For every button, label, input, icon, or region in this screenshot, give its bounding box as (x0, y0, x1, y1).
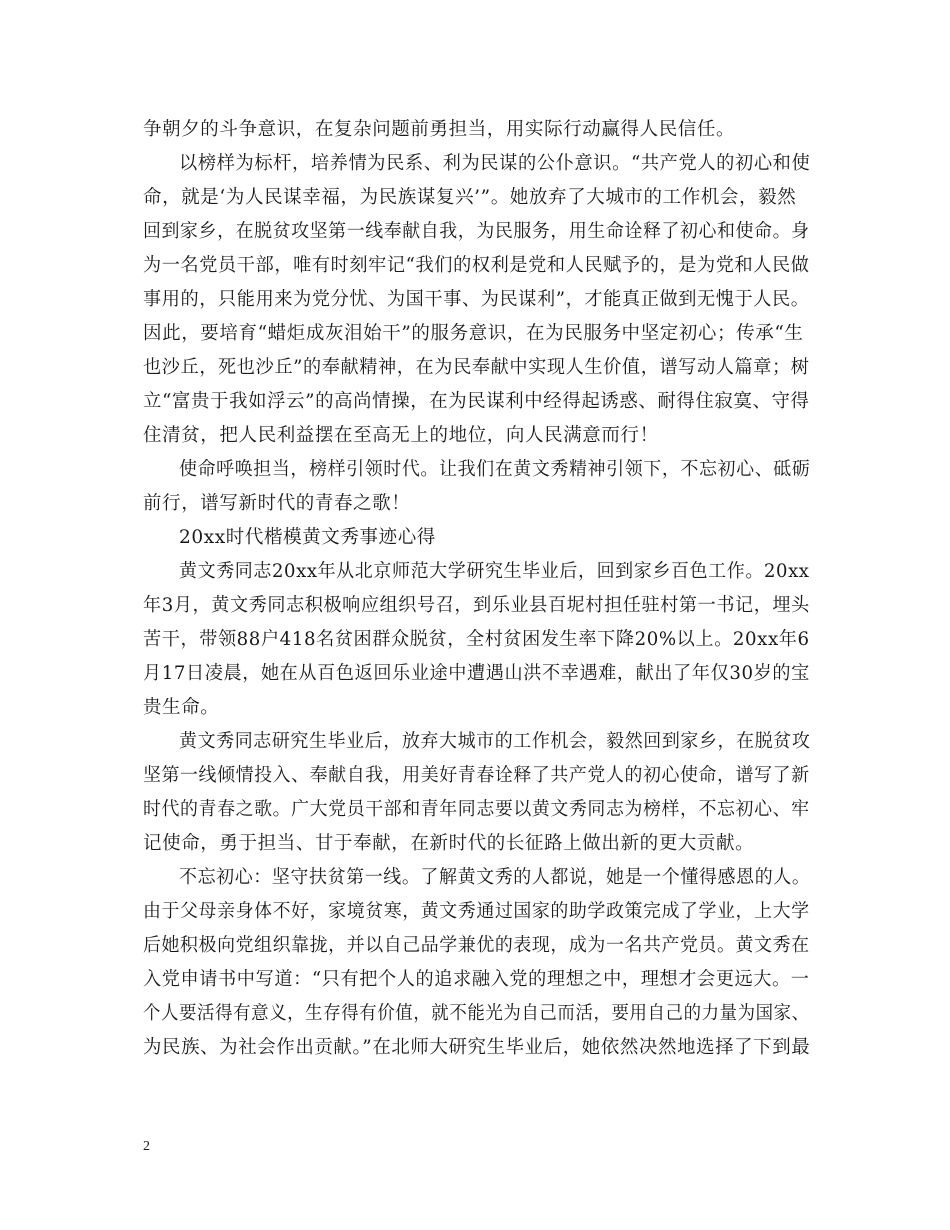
text-line: 以榜样为标杆，培养情为民系、利为民谋的公仆意识。“共产党人的初心和使 (179, 153, 811, 174)
text-line: 入党申请书中写道：“只有把个人的追求融入党的理想之中，理想才会更远大。一 (143, 969, 810, 990)
text-line: 年3月，黄文秀同志积极响应组织号召，到乐业县百坭村担任驻村第一书记，埋头 (143, 595, 810, 616)
text-line: 苦干，带领88户418名贫困群众脱贫，全村贫困发生率下降20%以上。20xx年6 (143, 629, 810, 650)
text-line: 黄文秀同志研究生毕业后，放弃大城市的工作机会，毅然回到家乡，在脱贫攻 (179, 731, 811, 752)
text-line: 贵生命。 (143, 697, 220, 718)
text-line: 记使命，勇于担当、甘于奉献，在新时代的长征路上做出新的更大贡献。 (143, 833, 755, 854)
page-number: 2 (143, 1139, 150, 1154)
text-line: 黄文秀同志20xx年从北京师范大学研究生毕业后，回到家乡百色工作。20xx (179, 561, 810, 582)
text-line: 命，就是‘为人民谋幸福，为民族谋复兴’”。她放弃了大城市的工作机会，毅然 (143, 187, 797, 208)
text-line: 住清贫，把人民利益摆在至高无上的地位，向人民满意而行！ (143, 425, 659, 446)
text-line: 因此，要培育“蜡炬成灰泪始干”的服务意识，在为民服务中坚定初心；传承“生 (143, 323, 804, 344)
text-line: 个人要活得有意义，生存得有价值，就不能光为自己而活，要用自己的力量为国家、 (143, 1003, 810, 1024)
text-line: 立“富贵于我如浮云”的高尚情操，在为民谋利中经得起诱惑、耐得住寂寞、守得 (143, 391, 810, 412)
text-line: 也沙丘，死也沙丘”的奉献精神，在为民奉献中实现人生价值，谱写动人篇章；树 (143, 357, 810, 378)
text-line: 为民族、为社会作出贡献。”在北师大研究生毕业后，她依然决然地选择了下到最 (143, 1037, 811, 1058)
text-line: 后她积极向党组织靠拢，并以自己品学兼优的表现，成为一名共产党员。黄文秀在 (143, 935, 810, 956)
text-line: 前行，谱写新时代的青春之歌！ (143, 493, 411, 514)
text-line: 不忘初心：坚守扶贫第一线。了解黄文秀的人都说，她是一个懂得感恩的人。 (179, 867, 811, 888)
text-line: 使命呼唤担当，榜样引领时代。让我们在黄文秀精神引领下，不忘初心、砥砺 (179, 459, 811, 480)
text-line: 事用的，只能用来为党分忧、为国干事、为民谋利”，才能真正做到无愧于人民。 (143, 289, 810, 310)
text-line: 时代的青春之歌。广大党员干部和青年同志要以黄文秀同志为榜样，不忘初心、牢 (143, 799, 810, 820)
text-line: 回到家乡，在脱贫攻坚第一线奉献自我，为民服务，用生命诠释了初心和使命。身 (143, 221, 810, 242)
text-line: 为一名党员干部，唯有时刻牢记“我们的权利是党和人民赋予的，是为党和人民做 (143, 255, 810, 276)
text-line: 坚第一线倾情投入、奉献自我，用美好青春诠释了共产党人的初心使命，谱写了新 (143, 765, 810, 786)
text-line: 月17日凌晨，她在从百色返回乐业途中遭遇山洪不幸遇难，献出了年仅30岁的宝 (143, 663, 810, 684)
text-line: 争朝夕的斗争意识，在复杂问题前勇担当，用实际行动赢得人民信任。 (143, 119, 736, 140)
section-heading: 20xx时代楷模黄文秀事迹心得 (179, 527, 436, 548)
text-line: 由于父母亲身体不好，家境贫寒，黄文秀通过国家的助学政策完成了学业，上大学 (143, 901, 810, 922)
